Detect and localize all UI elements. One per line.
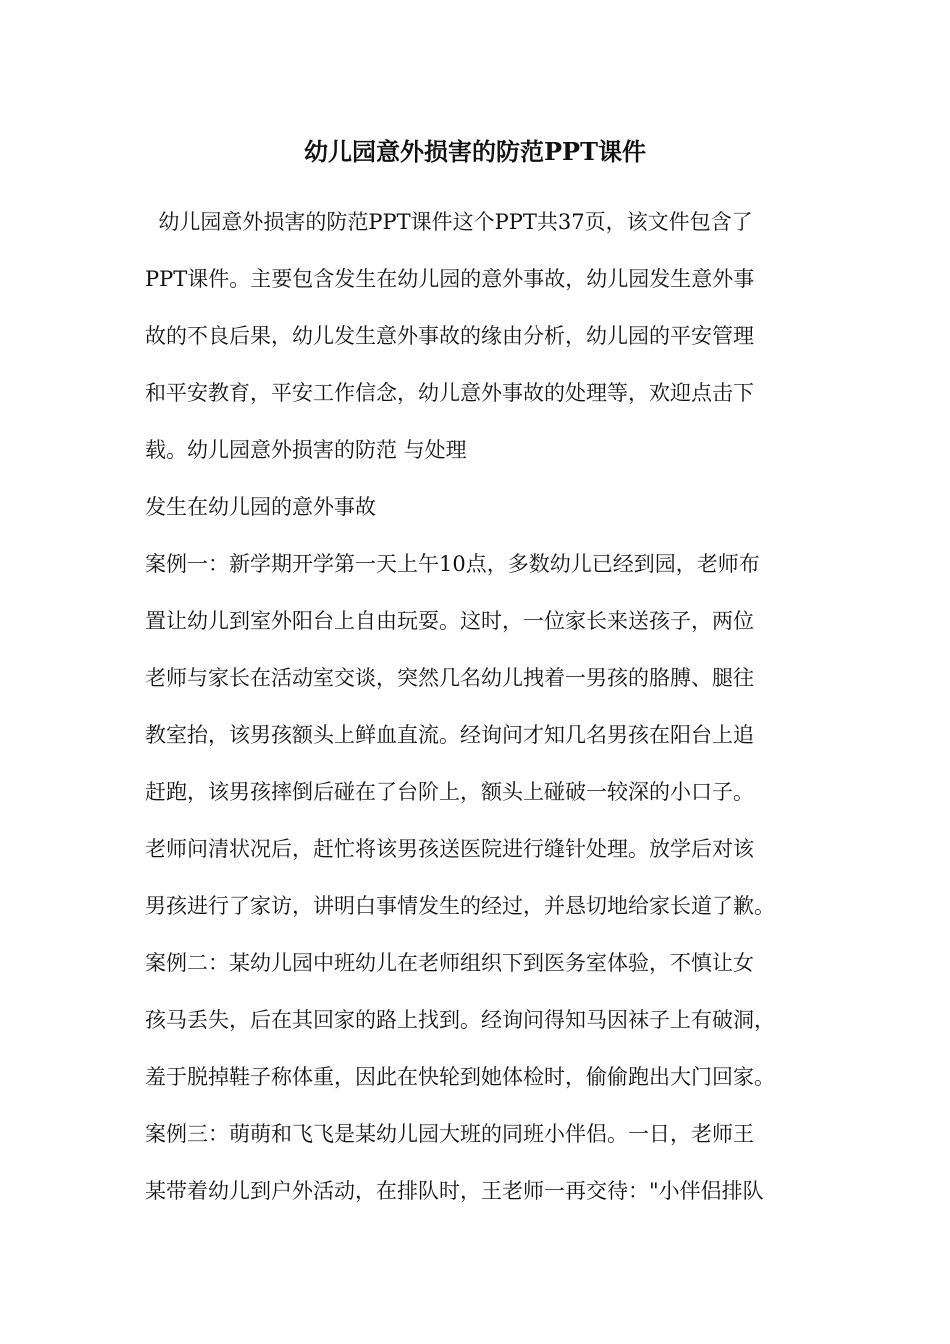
body-line: 孩马丢失，后在其回家的路上找到。经询问得知马因袜子上有破洞， (145, 1008, 775, 1032)
body-line: 载。幼儿园意外损害的防范 与处理 (145, 438, 467, 462)
body-line: 羞于脱掉鞋子称体重，因此在快轮到她体检时，偷偷跑出大门回家。 (145, 1065, 775, 1089)
body-line: 老师与家长在活动室交谈，突然几名幼儿拽着一男孩的胳膊、腿往 (145, 666, 754, 690)
body-line: 和平安教育，平安工作信念，幼儿意外事故的处理等，欢迎点击下 (145, 381, 754, 405)
document-title: 幼儿园意外损害的防范PPT课件 (304, 137, 646, 166)
body-line: 幼儿园意外损害的防范PPT课件这个PPT共37页，该文件包含了 (145, 210, 753, 234)
body-line: 教室抬，该男孩额头上鲜血直流。经询问才知几名男孩在阳台上追 (145, 723, 754, 747)
body-line: 置让幼儿到室外阳台上自由玩耍。这时，一位家长来送孩子，两位 (145, 609, 754, 633)
body-line: 故的不良后果，幼儿发生意外事故的缘由分析，幼儿园的平安管理 (145, 324, 754, 348)
body-line: 赶跑，该男孩摔倒后碰在了台阶上，额头上碰破一较深的小口子。 (145, 780, 754, 804)
body-line: 案例三：萌萌和飞飞是某幼儿园大班的同班小伴侣。一日，老师王 (145, 1122, 754, 1146)
body-line: PPT课件。主要包含发生在幼儿园的意外事故，幼儿园发生意外事 (145, 267, 755, 291)
body-line: 某带着幼儿到户外活动，在排队时，王老师一再交待："小伴侣排队 (145, 1179, 764, 1203)
document-body (145, 194, 820, 1220)
section-heading: 发生在幼儿园的意外事故 (145, 495, 376, 519)
body-line: 老师问清状况后，赶忙将该男孩送医院进行缝针处理。放学后对该 (145, 837, 754, 861)
body-line: 男孩进行了家访，讲明白事情发生的经过，并恳切地给家长道了歉。 (145, 894, 775, 918)
body-line: 案例二：某幼儿园中班幼儿在老师组织下到医务室体验，不慎让女 (145, 951, 754, 975)
body-line: 案例一：新学期开学第一天上午10点，多数幼儿已经到园，老师布 (145, 552, 760, 576)
